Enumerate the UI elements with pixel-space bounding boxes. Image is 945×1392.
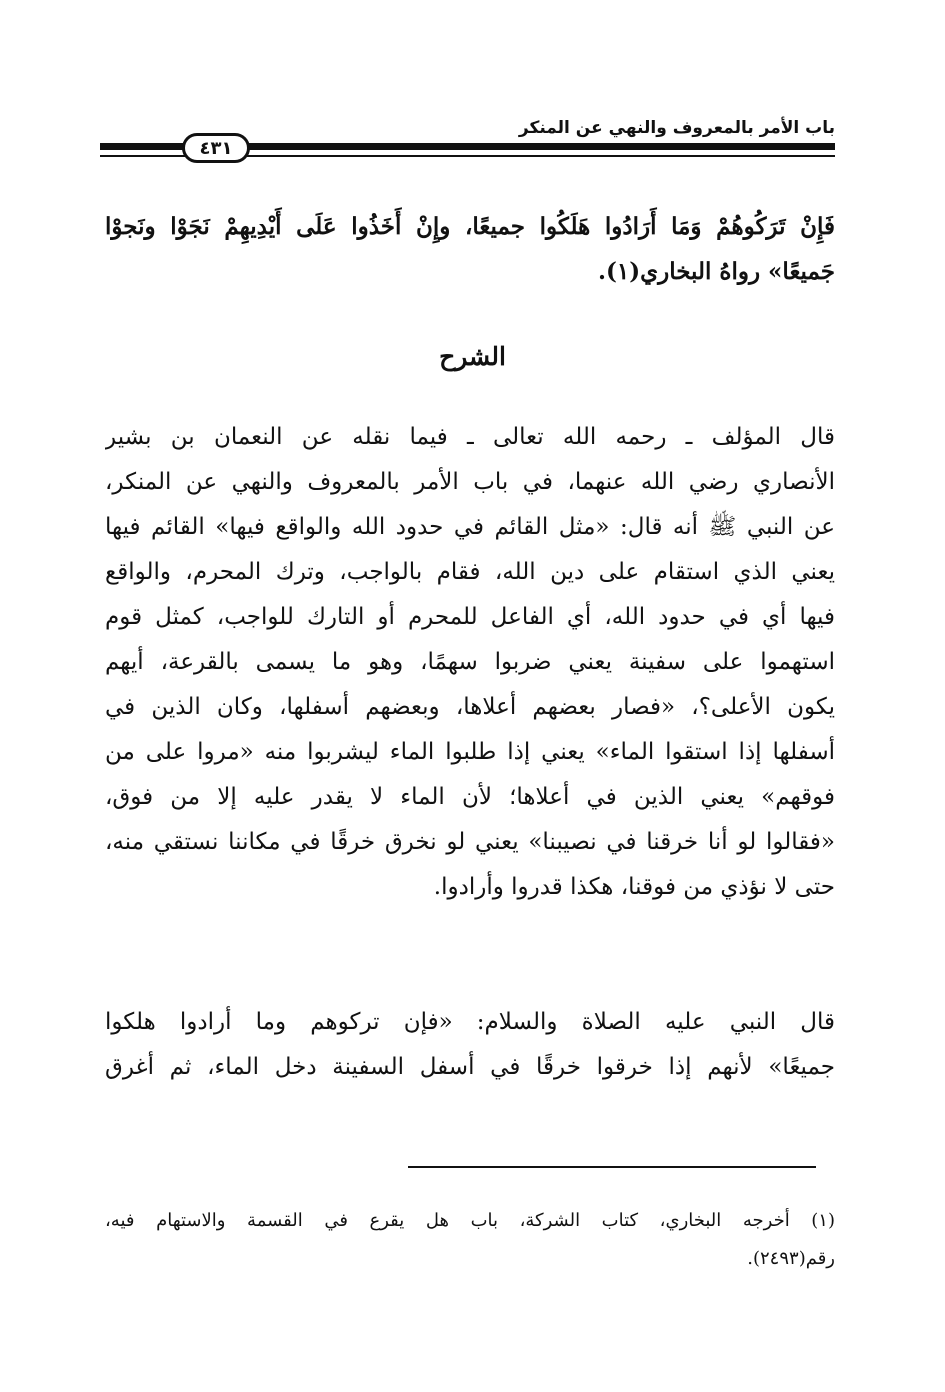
text-line: استهموا على سفينة يعني ضربوا سهمًا، وهو ما يسمى بالقرعة، أيهم xyxy=(105,649,835,675)
text-line: حتى لا نؤذي من فوقنا، هكذا قدروا وأرادوا. xyxy=(433,874,835,900)
footnote-line: (١) أخرجه البخاري، كتاب الشركة، باب هل يقرع في القسمة والاستهام فيه، xyxy=(105,1210,835,1231)
hadith-continuation xyxy=(105,204,835,294)
chapter-title: باب الأمر بالمعروف والنهي عن المنكر xyxy=(518,118,835,138)
commentary-paragraph xyxy=(105,1000,835,1090)
text-line: فيها أي في حدود الله، أي الفاعل للمحرم أو التارك للواجب، كمثل قوم xyxy=(105,604,835,630)
footnote-separator xyxy=(408,1166,816,1168)
commentary-paragraph xyxy=(105,415,835,910)
text-line: جَميعًا» رواهُ البخاري(١). xyxy=(597,258,835,285)
text-line: جميعًا» لأنهم إذا خرقوا خرقًا في أسفل السفينة دخل الماء، ثم أغرق xyxy=(105,1054,835,1080)
text-line: «فقالوا لو أنا خرقنا في نصيبنا» يعني لو نخرق خرقًا في مكاننا نستقي منه، xyxy=(105,829,835,855)
text-line: فَإِنْ تَرَكُوهُمْ وَمَا أَرَادُوا هَلَكُوا جميعًا، وإِنْ أَخَذُوا عَلَى أَيْدِيهِمْ نَجَوْا ونَجوْا xyxy=(105,213,835,240)
text-line: الأنصاري رضي الله عنهما، في باب الأمر بالمعروف والنهي عن المنكر، xyxy=(105,469,835,495)
text-line: قال المؤلف ـ رحمه الله تعالى ـ فيما نقله عن النعمان بن بشير xyxy=(105,424,835,450)
footnote-line: رقم(٢٤٩٣). xyxy=(747,1248,835,1269)
page-number: ٤٣١ xyxy=(182,133,250,163)
text-line: قال النبي عليه الصلاة والسلام: «فإن تركوهم وما أرادوا هلكوا xyxy=(105,1009,835,1035)
text-line: عن النبي ﷺ أنه قال: «مثل القائم في حدود الله والواقع فيها» القائم فيها xyxy=(105,514,835,540)
text-line: أسفلها إذا استقوا الماء» يعني إذا طلبوا الماء ليشربوا منه «مروا على من xyxy=(105,739,835,765)
section-heading: الشرح xyxy=(439,342,506,371)
footnote xyxy=(105,1202,835,1278)
text-line: يكون الأعلى؟، «فصار بعضهم أعلاها، وبعضهم أسفلها، وكان الذين في xyxy=(105,694,835,720)
text-line: فوقهم» يعني الذين في أعلاها؛ لأن الماء لا يقدر عليه إلا من فوق، xyxy=(105,784,835,810)
text-line: يعني الذي استقام على دين الله، فقام بالواجب، وترك المحرم، والواقع xyxy=(105,559,835,585)
